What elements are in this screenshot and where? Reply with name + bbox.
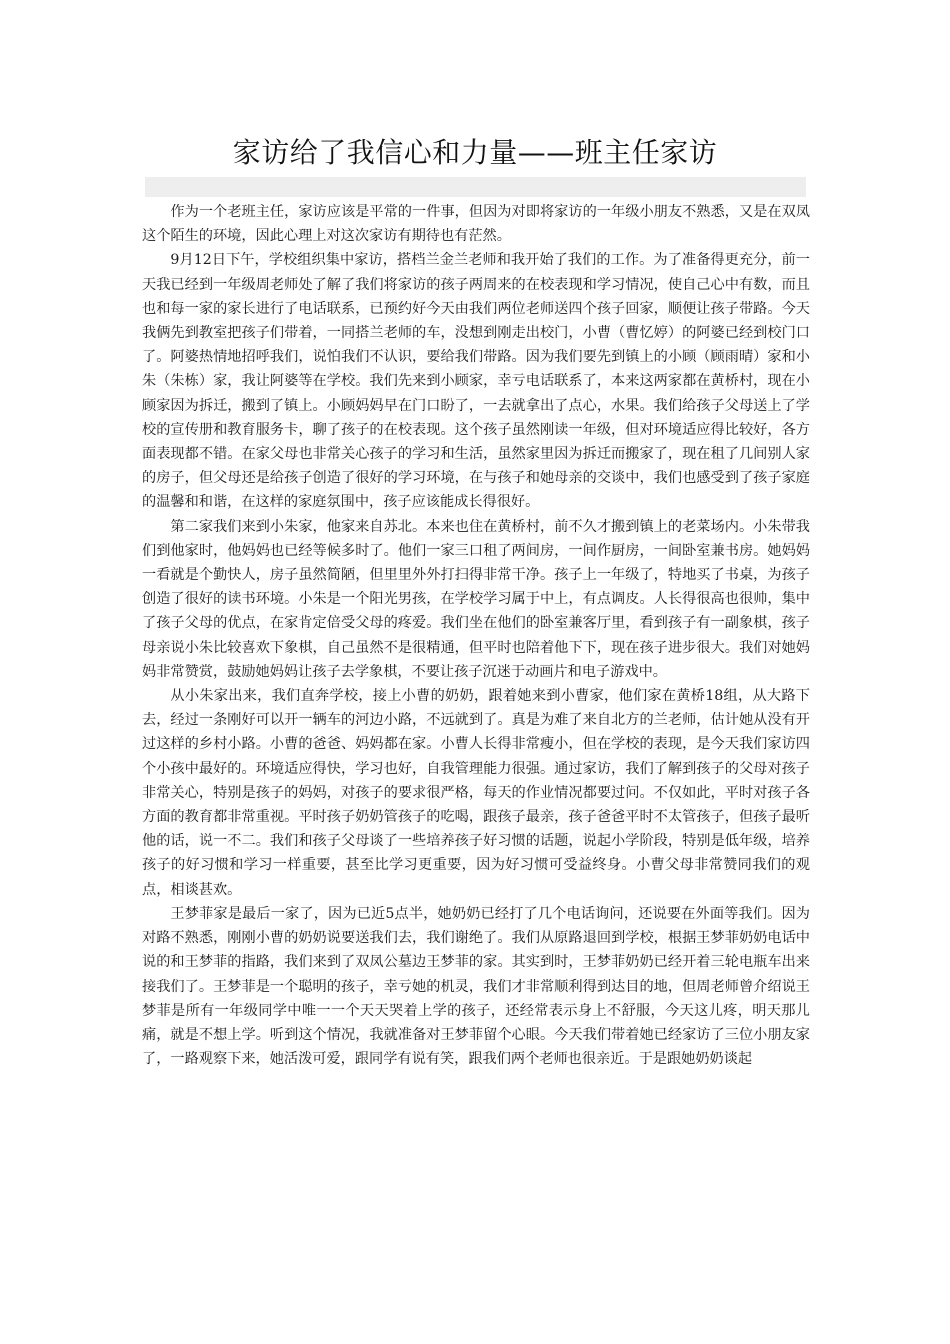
title-underline-bar [145,177,806,197]
paragraph: 作为一个老班主任，家访应该是平常的一件事，但因为对即将家访的一年级小朋友不熟悉，又是在双凤这个陌生的环境，因此心理上对这次家访有期待也有茫然。 [142,204,810,245]
paragraph: 9月12日下午，学校组织集中家访，搭档兰金兰老师和我开始了我们的工作。为了准备得更充分，前一天我已经到一年级周老师处了解了我们将家访的孩子两周来的在校表现和学习情况，使自己心中有数，而且也和每一家的家长进行了电话联系，已预约好今天由我们两位老师送四个孩子回家，顺便让孩子带路。今天我俩先到教室把孩子们带着，一同搭兰老师的车，没想到刚走出校门，小曹（曹忆婷）的阿婆已经到校门口了。阿婆热情地招呼我们，说怕我们不认识，要给我们带路。因为我们要先到镇上的小顾（顾雨晴）家和小朱（朱栋）家，我让阿婆等在学校。我们先来到小顾家，幸亏电话联系了，本来这两家都在黄桥村，现在小顾家因为拆迁，搬到了镇上。小顾妈妈早在门口盼了，一去就拿出了点心，水果。我们给孩子父母送上了学校的宣传册和教育服务卡，聊了孩子的在校表现。这个孩子虽然刚读一年级，但对环境适应得比较好，各方面表现都不错。在家父母也非常关心孩子的学习和生活，虽然家里因为拆迁而搬家了，现在租了几间别人家的房子，但父母还是给孩子创造了很好的学习环境，在与孩子和她母亲的交谈中，我们也感受到了孩子家庭的温馨和和谐，在这样的家庭氛围中，孩子应该能成长得很好。 [142,252,810,511]
document-title: 家访给了我信心和力量——班主任家访 [232,136,718,169]
document-body [142,200,810,1071]
paragraph: 王梦菲家是最后一家了，因为已近5点半，她奶奶已经打了几个电话询问，还说要在外面等我们。因为对路不熟悉，刚刚小曹的奶奶说要送我们去，我们谢绝了。我们从原路退回到学校，根据王梦菲奶奶电话中说的和王梦菲的指路，我们来到了双凤公墓边王梦菲的家。其实到时，王梦菲奶奶已经开着三轮电瓶车出来接我们了。王梦菲是一个聪明的孩子，幸亏她的机灵，我们才非常顺利得到达目的地，但周老师曾介绍说王梦菲是所有一年级同学中唯一一个天天哭着上学的孩子，还经常表示身上不舒服，今天这儿疼，明天那儿痛，就是不想上学。听到这个情况，我就准备对王梦菲留个心眼。今天我们带着她已经家访了三位小朋友家了，一路观察下来，她活泼可爱，跟同学有说有笑，跟我们两个老师也很亲近。于是跟她奶奶谈起 [142,905,810,1068]
paragraph: 从小朱家出来，我们直奔学校，接上小曹的奶奶，跟着她来到小曹家，他们家在黄桥18组，从大路下去，经过一条刚好可以开一辆车的河边小路，不远就到了。真是为难了来自北方的兰老师，估计她从没有开过这样的乡村小路。小曹的爸爸、妈妈都在家。小曹人长得非常瘦小，但在学校的表现，是今天我们家访四个小孩中最好的。环境适应得快，学习也好，自我管理能力很强。通过家访，我们了解到孩子的父母对孩子非常关心，特别是孩子的妈妈，对孩子的要求很严格，每天的作业情况都要过问。不仅如此，平时对孩子各方面的教育都非常重视。平时孩子奶奶管孩子的吃喝，跟孩子最亲，孩子爸爸平时不太管孩子，但孩子最听他的话，说一不二。我们和孩子父母谈了一些培养孩子好习惯的话题，说起小学阶段，特别是低年级，培养孩子的好习惯和学习一样重要，甚至比学习更重要，因为好习惯可受益终身。小曹父母非常赞同我们的观点，相谈甚欢。 [142,688,810,898]
paragraph: 第二家我们来到小朱家，他家来自苏北。本来也住在黄桥村，前不久才搬到镇上的老菜场内。小朱带我们到他家时，他妈妈也已经等候多时了。他们一家三口租了两间房，一间作厨房，一间卧室兼书房。她妈妈一看就是个勤快人，房子虽然简陋，但里里外外打扫得非常干净。孩子上一年级了，特地买了书桌，为孩子创造了很好的读书环境。小朱是一个阳光男孩，在学校学习属于中上，有点调皮。人长得很高也很帅，集中了孩子父母的优点，在家肯定倍受父母的疼爱。我们坐在他们的卧室兼客厅里，看到孩子有一副象棋，孩子母亲说小朱比较喜欢下象棋，自己虽然不是很精通，但平时也陪着他下下，现在孩子进步很大。我们对她妈妈非常赞赏，鼓励她妈妈让孩子去学象棋，不要让孩子沉迷于动画片和电子游戏中。 [142,518,810,680]
